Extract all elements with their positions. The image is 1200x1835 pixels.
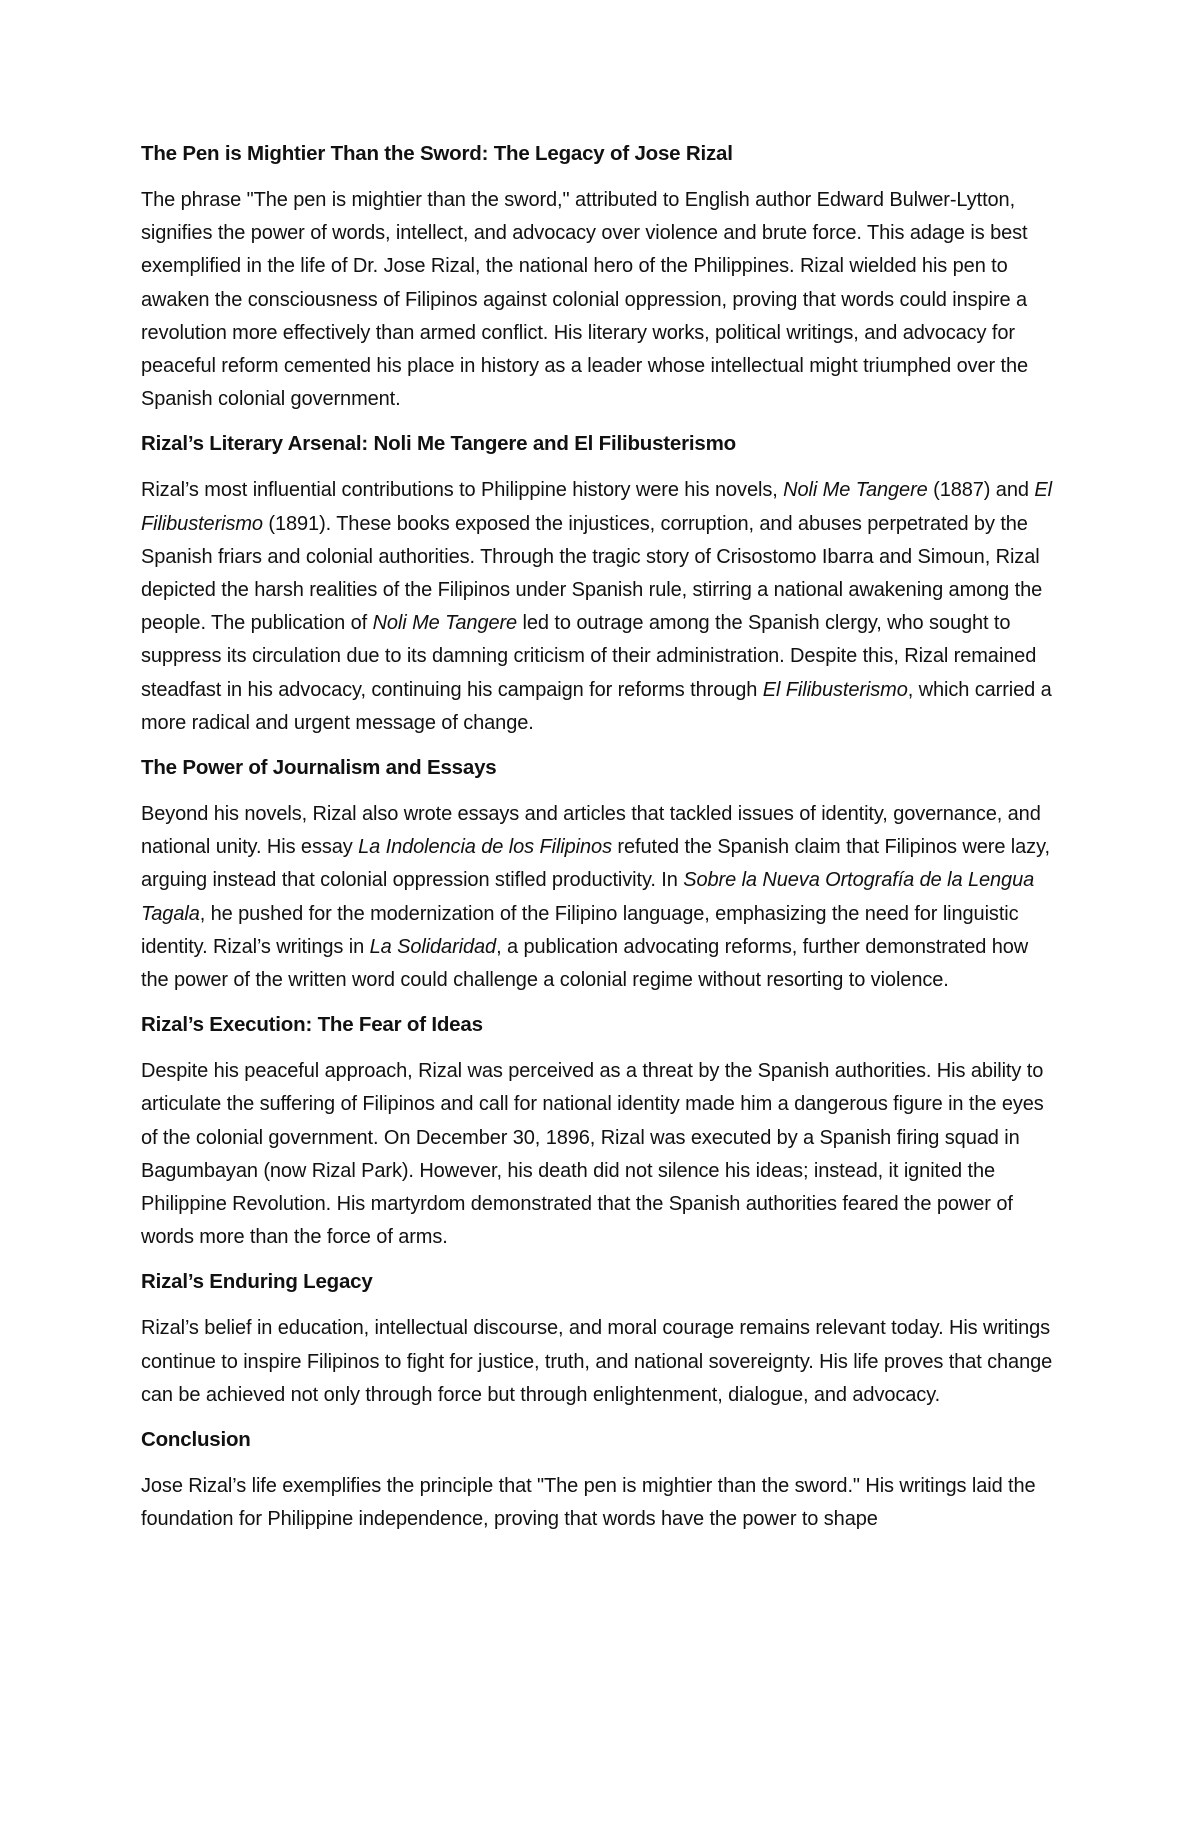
publication-title-italic: La Solidaridad xyxy=(369,935,497,958)
section-heading-literary-arsenal: Rizal’s Literary Arsenal: Noli Me Tangere and El Filibusterismo xyxy=(141,432,736,456)
text-run: , he pushed for the modernization of the Filipino language, emphasizing the need for linguistic identity. Rizal’s writings in xyxy=(141,902,1019,958)
section-heading-legacy: Rizal’s Enduring Legacy xyxy=(141,1270,373,1294)
section-heading-journalism: The Power of Journalism and Essays xyxy=(141,756,497,780)
text-run: , a publication advocating reforms, further demonstrated how the power of the written word could challenge a colonial regime without resorting to violence. xyxy=(141,935,1029,992)
text-run: led to outrage among the Spanish clergy, who sought to suppress its circulation due to its damning criticism of their administration. Despite this, Rizal remained steadfast in his advocacy, continuing his campaign for reforms through xyxy=(141,612,1037,701)
text-run: (1891). These books exposed the injustices, corruption, and abuses perpetrated by the Spanish friars and colonial authorities. Through the tragic story of Crisostomo Ibarra and Simoun, Rizal depicted the harsh realities of the Filipinos under Spanish rule, stirring a national awakening among the people. The publication of xyxy=(141,512,1043,635)
legacy-paragraph: Rizal’s belief in education, intellectual discourse, and moral courage remains relevant today. His writings continue to inspire Filipinos to fight for justice, truth, and national sovereignty. His life proves that change can be achieved not only through force but through enlightenment, dialogue, and advocacy. xyxy=(141,1317,1053,1406)
conclusion-paragraph: Jose Rizal’s life exemplifies the principle that "The pen is mightier than the sword." His writings laid the foundation for Philippine independence, proving that words have the power to shape xyxy=(141,1475,1036,1531)
text-run: refuted the Spanish claim that Filipinos were lazy, arguing instead that colonial oppression stifled productivity. In xyxy=(141,836,1050,892)
text-run: Beyond his novels, Rizal also wrote essays and articles that tackled issues of identity, governance, and national unity. His essay xyxy=(141,803,1041,859)
document-page xyxy=(141,140,1061,1537)
intro-paragraph: The phrase "The pen is mightier than the sword," attributed to English author Edward Bulwer-Lytton, signifies the power of words, intellect, and advocacy over violence and brute force. This adage is best exemplified in the life of Dr. Jose Rizal, the national hero of the Philippines. Rizal wielded his pen to awaken the consciousness of Filipinos against colonial oppression, proving that words could inspire a revolution more effectively than armed conflict. His literary works, political writings, and advocacy for peaceful reform cemented his place in history as a leader whose intellectual might triumphed over the Spanish colonial government. xyxy=(141,189,1029,411)
section-heading-execution: Rizal’s Execution: The Fear of Ideas xyxy=(141,1013,483,1037)
literary-arsenal-paragraph xyxy=(141,474,1061,740)
section-heading-conclusion: Conclusion xyxy=(141,1428,251,1452)
text-run: Rizal’s most influential contributions to Philippine history were his novels, xyxy=(141,479,784,502)
text-run: (1887) and xyxy=(927,479,1035,502)
essay-title-italic: Sobre la Nueva Ortografía de la Lengua Tagala xyxy=(141,869,1035,925)
document-title: The Pen is Mightier Than the Sword: The Legacy of Jose Rizal xyxy=(141,142,733,165)
book-title-italic: El Filibusterismo xyxy=(762,678,908,701)
book-title-italic: Noli Me Tangere xyxy=(372,612,518,635)
book-title-italic: Noli Me Tangere xyxy=(783,479,928,502)
essay-title-italic: La Indolencia de los Filipinos xyxy=(358,836,612,859)
book-title-italic: El Filibusterismo xyxy=(141,479,1052,535)
execution-paragraph: Despite his peaceful approach, Rizal was perceived as a threat by the Spanish authorities. His ability to articulate the suffering of Filipinos and call for national identity made him a dangerous figure in the eyes of the colonial government. On December 30, 1896, Rizal was executed by a Spanish firing squad in Bagumbayan (now Rizal Park). However, his death did not silence his ideas; instead, it ignited the Philippine Revolution. His martyrdom demonstrated that the Spanish authorities feared the power of words more than the force of arms. xyxy=(141,1060,1044,1249)
journalism-paragraph xyxy=(141,798,1061,997)
text-run: , which carried a more radical and urgent message of change. xyxy=(141,678,1052,734)
